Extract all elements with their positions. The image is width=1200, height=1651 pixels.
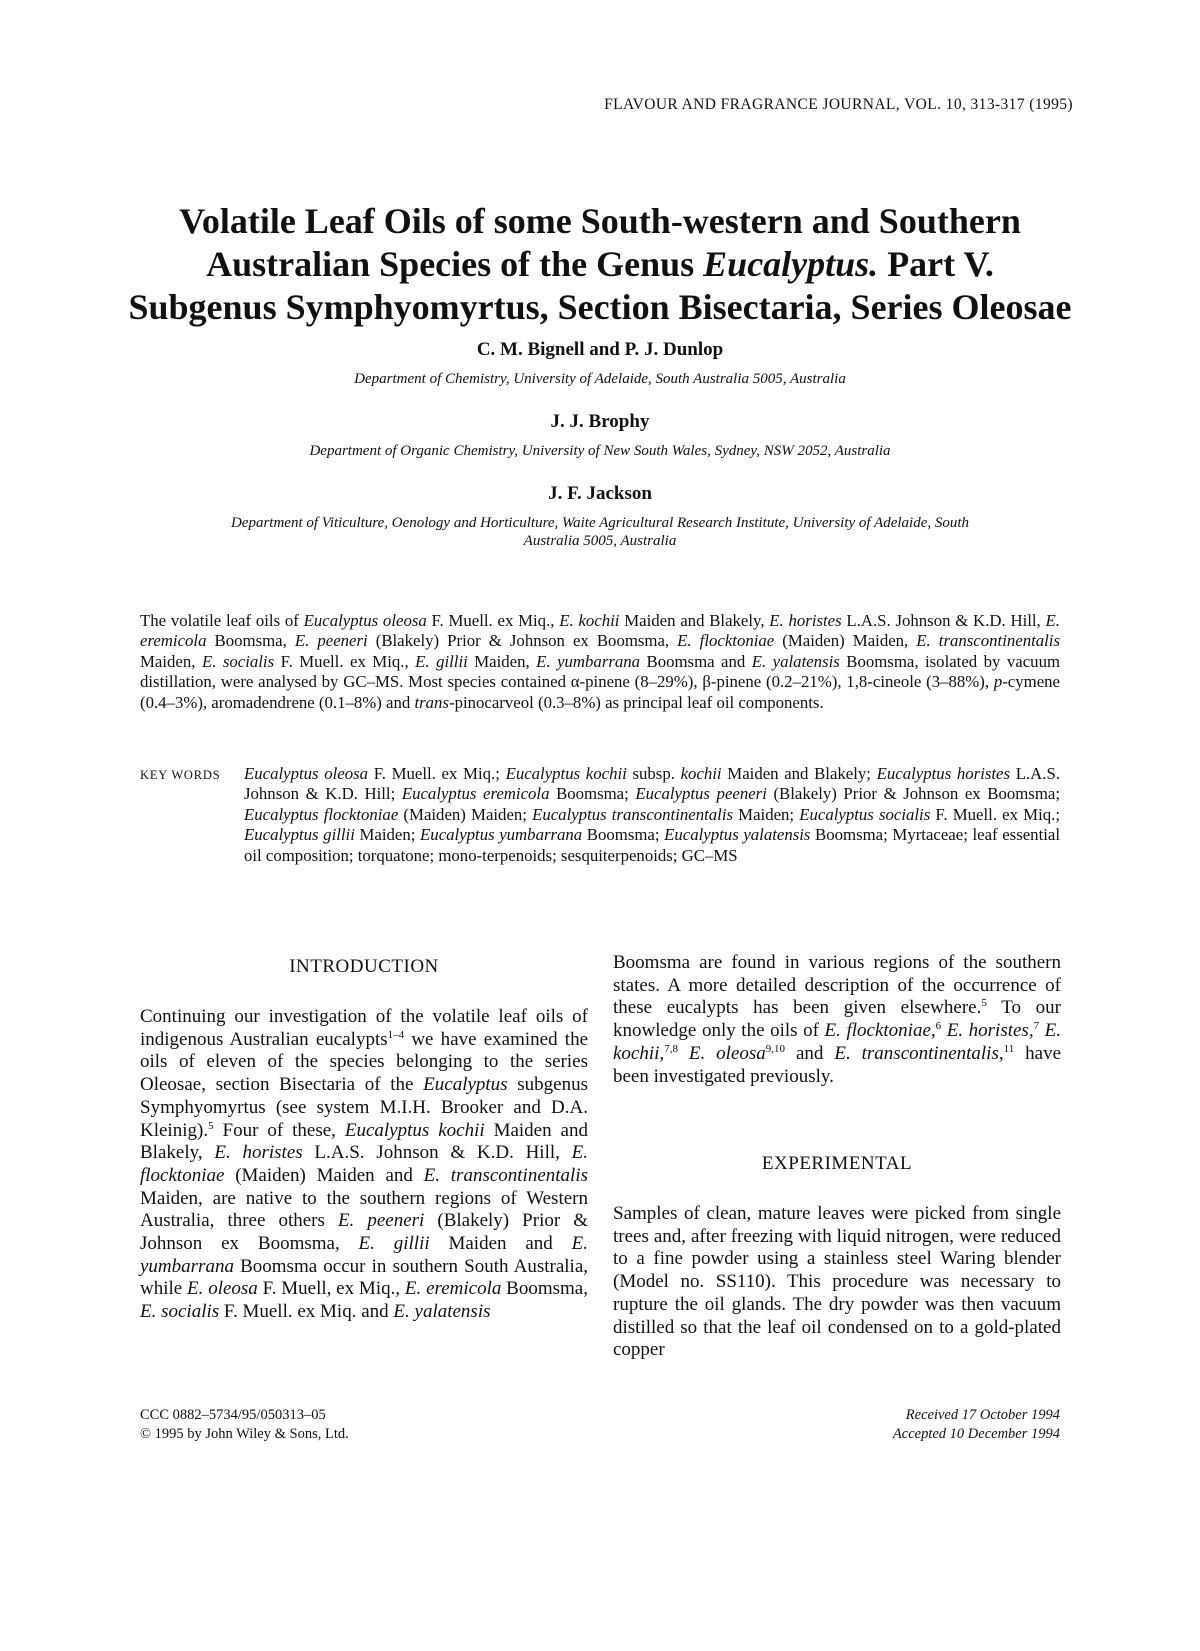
footer-left <box>140 1406 349 1443</box>
body-text: Maiden, are native to the southern regions of Western Australia, three others <box>140 1187 588 1232</box>
body-text: Boomsma, <box>501 1278 588 1300</box>
reference-marker: 11 <box>1003 1042 1015 1055</box>
species-name: E. horistes <box>214 1142 303 1164</box>
body-text: Boomsma are found in various regions of the southern states. A more detailed description of the occurrence of these eucalypts has been given elsewhere. <box>613 952 1061 1019</box>
species-name: Eucalyptus kochii <box>344 1119 485 1141</box>
introduction-column-right <box>613 952 1061 1088</box>
keyword-text: F. Muell. ex Miq.; <box>368 764 506 783</box>
keyword-text: Boomsma; Myrtaceae; leaf essential oil composition; torquatone; mono-terpenoids; sesquiterpenoids; GC–MS <box>244 825 1061 865</box>
abstract-text: Maiden, <box>140 651 202 671</box>
abstract-text: F. Muell. ex Miq., <box>426 611 560 630</box>
author-affiliation: Department of Chemistry, University of Adelaide, South Australia 5005, Australia <box>354 371 846 387</box>
species-name: E. gillii <box>415 651 468 671</box>
keyword-text: Maiden; <box>354 825 421 845</box>
received-date: Received 17 October 1994 <box>905 1407 1060 1423</box>
species-name: E. yumbarrana <box>140 1233 588 1277</box>
author-names: J. F. Jackson <box>548 483 652 504</box>
keyword: Eucalyptus kochii <box>505 764 627 783</box>
keyword-text: Maiden; <box>733 804 800 824</box>
author-names: C. M. Bignell and P. J. Dunlop <box>476 339 724 360</box>
species-name: E. flocktoniae <box>140 1142 588 1186</box>
abstract-text: -cymene (0.4–3%), aromadendrene (0.1–8%) and <box>140 672 1060 712</box>
abstract-text: Maiden, <box>467 651 537 671</box>
ccc-code: CCC 0882–5734/95/050313–05 <box>140 1407 326 1423</box>
reference-marker: 1–4 <box>387 1028 405 1041</box>
species-name: E. horistes, <box>946 1020 1034 1042</box>
keywords-label: KEY WORDS <box>140 768 221 782</box>
species-name: E. yalatensis <box>751 651 840 671</box>
body-text: we have examined the oils of eleven of the species belonging to the series Oleosae, section Bisectaria of the <box>140 1028 588 1096</box>
reference-marker: 6 <box>935 1020 942 1033</box>
species-name: E. gillii <box>358 1233 430 1255</box>
keyword: Eucalyptus peeneri <box>635 784 767 804</box>
footer-right <box>893 1406 1060 1443</box>
species-name: E. socialis <box>140 1301 220 1323</box>
species-name: E. horistes <box>769 611 842 630</box>
abstract-text: Boomsma and <box>640 651 752 671</box>
accepted-date: Accepted 10 December 1994 <box>892 1425 1060 1442</box>
keyword: kochii <box>680 764 722 783</box>
reference-marker: 5 <box>208 1119 214 1132</box>
keyword: Eucalyptus horistes <box>876 764 1011 783</box>
body-text: (Maiden) Maiden and <box>224 1164 424 1186</box>
abstract-text: Maiden and Blakely, <box>619 611 770 630</box>
abstract-text: The volatile leaf oils of <box>140 611 304 630</box>
abstract-text: (Blakely) Prior & Johnson ex Boomsma, <box>367 631 678 651</box>
body-text: To our knowledge only the oils of <box>613 997 1062 1042</box>
species-name: E. peeneri <box>294 631 368 651</box>
species-name: E. oleosa <box>187 1278 258 1300</box>
abstract-text: (Maiden) Maiden, <box>774 631 917 651</box>
keyword: Eucalyptus gillii <box>244 825 355 845</box>
species-name: E. yumbarrana <box>536 651 641 671</box>
keyword-text: Boomsma; <box>582 825 665 845</box>
article-title <box>100 200 1100 329</box>
species-name: Eucalyptus oleosa <box>303 611 427 630</box>
keyword-text: (Maiden) Maiden; <box>398 804 533 824</box>
title-line-2 <box>100 243 1100 286</box>
species-name: E. eremicola <box>404 1278 502 1300</box>
abstract-text: L.A.S. Johnson & K.D. Hill, <box>841 611 1046 630</box>
species-name: E. kochii <box>559 611 620 630</box>
copyright: © 1995 by John Wiley & Sons, Ltd. <box>140 1425 349 1442</box>
reference-marker: 7,8 <box>664 1042 678 1055</box>
body-text: and <box>785 1042 835 1064</box>
reference-marker: 7 <box>1033 1020 1040 1033</box>
author-names: J. J. Brophy <box>550 411 650 432</box>
species-name: E. yalatensis <box>393 1301 491 1323</box>
body-text: L.A.S. Johnson & K.D. Hill, <box>302 1142 572 1164</box>
keyword: Eucalyptus flocktoniae <box>244 804 399 824</box>
abstract-text: Boomsma, isolated by vacuum distillation, were analysed by GC–MS. Most species contained α-pinene (8–29%), β-pinene (0.2–21%), 1,8-cineole (3–88%), <box>140 651 1061 692</box>
species-name: E. transcontinentalis, <box>834 1042 1004 1064</box>
species-name: E. flocktoniae <box>677 631 775 651</box>
experimental-heading: EXPERIMENTAL <box>761 1153 913 1174</box>
species-name: E. kochii, <box>613 1020 1062 1064</box>
species-name: E. oleosa <box>688 1042 766 1064</box>
genus-name: Eucalyptus <box>423 1074 508 1096</box>
introduction-heading: INTRODUCTION <box>289 956 439 977</box>
keyword: Eucalyptus transcontinentalis <box>532 804 734 824</box>
abstract-text: Boomsma, <box>206 631 295 651</box>
chemical-prefix: p <box>993 672 1003 692</box>
body-text: Boomsma occur in southern South Australia, while <box>140 1255 588 1300</box>
body-text: (Blakely) Prior & Johnson ex Boomsma, <box>140 1210 588 1255</box>
keyword-text: (Blakely) Prior & Johnson ex Boomsma; <box>766 784 1060 804</box>
title-line-1: Volatile Leaf Oils of some South-western and Southern <box>179 201 1021 241</box>
title-line-3: Subgenus Symphyomyrtus, Section Bisectaria, Series Oleosae <box>128 287 1072 327</box>
body-text: Maiden and <box>429 1233 572 1255</box>
species-name: E. peeneri <box>337 1210 425 1232</box>
species-name: E. socialis <box>201 651 275 671</box>
species-name: E. flocktoniae, <box>824 1020 936 1042</box>
body-text: subgenus Symphyomyrtus (see system M.I.H. Brooker and D.A. Kleinig). <box>140 1074 588 1141</box>
title-genus: Eucalyptus. <box>703 244 879 284</box>
chemical-prefix: trans <box>414 692 449 712</box>
abstract-text: F. Muell. ex Miq., <box>274 651 416 671</box>
reference-marker: 5 <box>981 997 987 1010</box>
author-affiliation: Department of Organic Chemistry, University of New South Wales, Sydney, NSW 2052, Australia <box>309 443 891 459</box>
body-text: Continuing our investigation of the volatile leaf oils of indigenous Australian eucalypts <box>140 1006 588 1050</box>
species-name: E. transcontinentalis <box>916 631 1060 651</box>
keyword: Eucalyptus yumbarrana <box>420 825 583 845</box>
body-text: have been investigated previously. <box>613 1042 1062 1087</box>
title-text: Australian Species of the Genus <box>206 244 704 284</box>
affiliation-line: Australia 5005, Australia <box>523 533 677 549</box>
keyword: Eucalyptus oleosa <box>244 764 369 783</box>
author-affiliation <box>120 514 1080 550</box>
keyword-text: Maiden and Blakely; <box>721 764 877 783</box>
species-name: E. transcontinentalis <box>423 1164 588 1186</box>
body-text: F. Muell, ex Miq., <box>257 1278 405 1300</box>
affiliation-line: Department of Viticulture, Oenology and Horticulture, Waite Agricultural Research Institute, University of Adelaide, South <box>230 515 970 531</box>
keyword: Eucalyptus socialis <box>799 804 931 824</box>
body-text: Four of these, <box>213 1119 345 1141</box>
abstract <box>140 611 1060 713</box>
keyword-text: F. Muell. ex Miq.; <box>930 804 1060 824</box>
keyword-text: L.A.S. Johnson & K.D. Hill; <box>244 764 1061 804</box>
introduction-column-left <box>140 1006 588 1324</box>
keyword: Eucalyptus yalatensis <box>664 825 811 845</box>
experimental-text: Samples of clean, mature leaves were picked from single trees and, after freezing with liquid nitrogen, were reduced to a fine powder using a stainless steel Waring blender (Model no. SS110). This procedure was necessary to rupture the oil glands. The dry powder was then vacuum distilled so that the leaf oil condensed on to a gold-plated copper <box>613 1203 1061 1361</box>
body-text: F. Muell. ex Miq. and <box>219 1301 394 1323</box>
keyword-text: subsp. <box>626 764 681 783</box>
abstract-text: -pinocarveol (0.3–8%) as principal leaf oil components. <box>448 692 824 712</box>
body-text: Maiden and Blakely, <box>140 1119 588 1164</box>
title-part: Part V. <box>878 244 994 284</box>
running-head: FLAVOUR AND FRAGRANCE JOURNAL, VOL. 10, 313-317 (1995) <box>604 96 1073 113</box>
reference-marker: 9,10 <box>765 1042 786 1055</box>
keyword: Eucalyptus eremicola <box>401 784 550 804</box>
keywords <box>244 764 1060 866</box>
body-text <box>678 1043 689 1064</box>
keyword-text: Boomsma; <box>549 784 636 804</box>
species-name: E. eremicola <box>140 611 1060 651</box>
